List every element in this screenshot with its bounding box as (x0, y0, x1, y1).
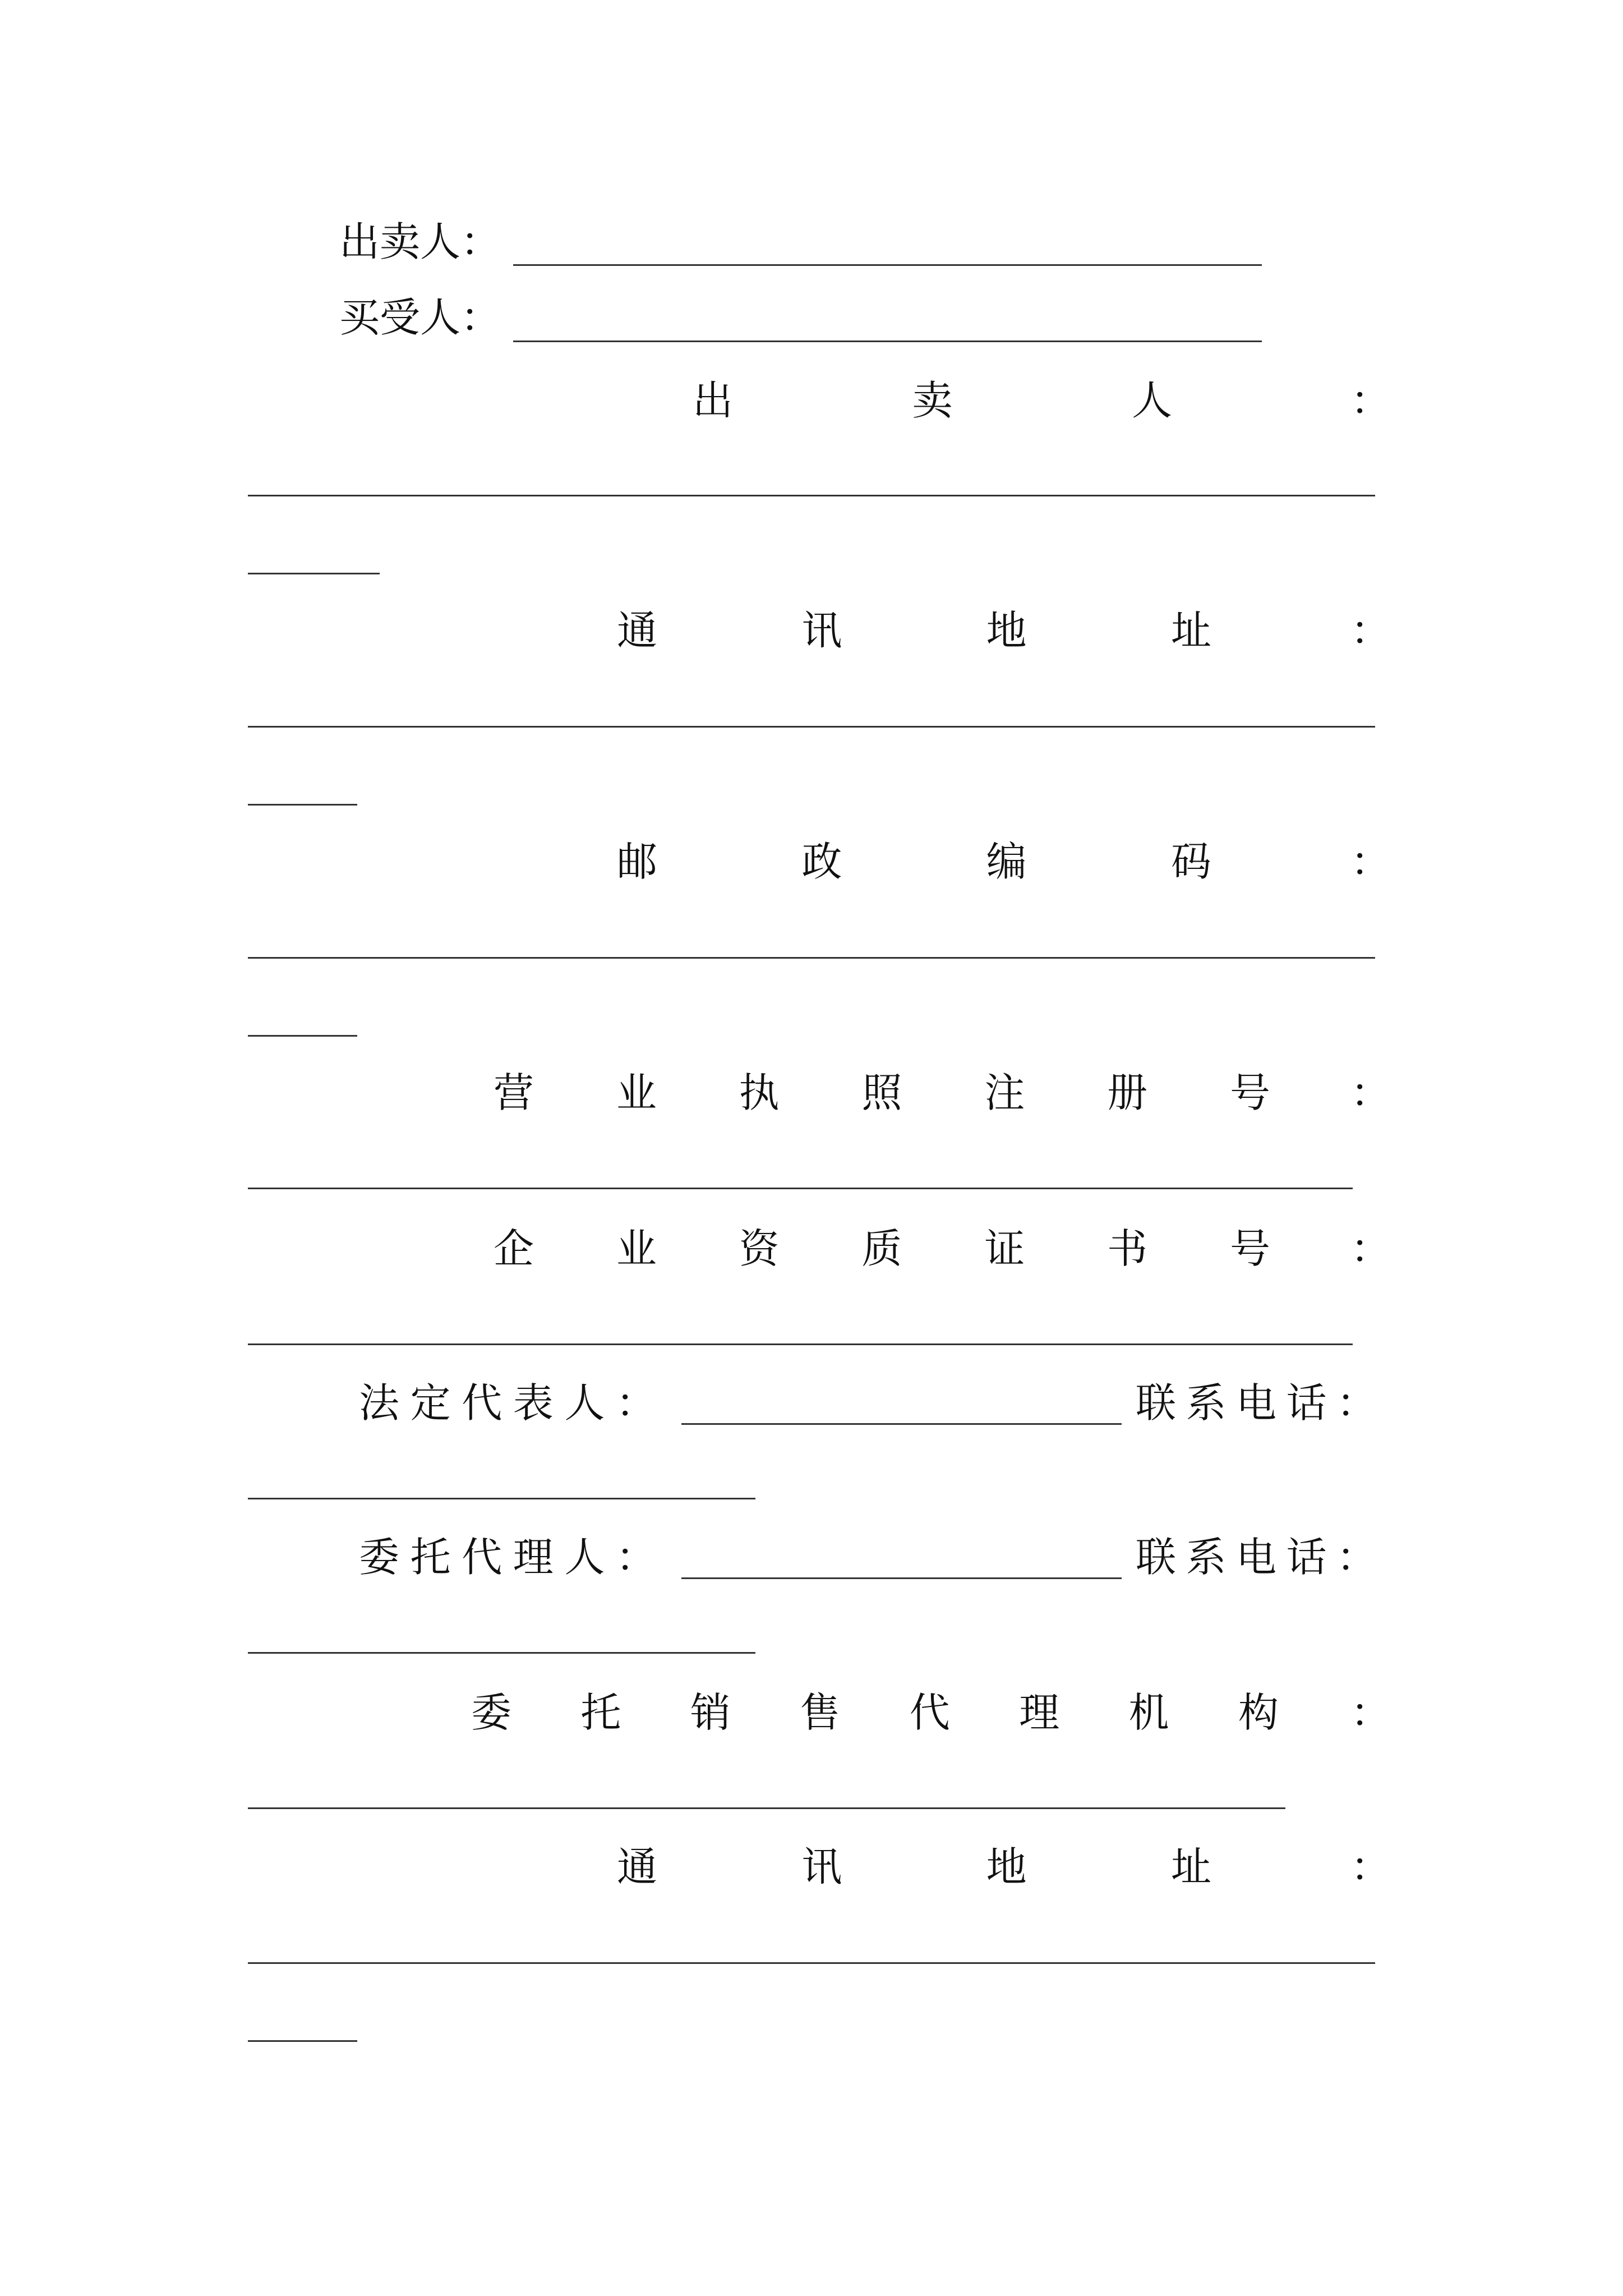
label-char: 通 (617, 607, 658, 654)
label-char: 质 (861, 1225, 902, 1272)
label-char: 系 (1186, 1534, 1227, 1581)
postcode-colon: ： (1350, 838, 1391, 885)
qualification-colon: ： (1350, 1225, 1391, 1272)
label-char: 话 (1286, 1534, 1327, 1581)
label-char: 执 (739, 1069, 780, 1116)
label-char: 通 (617, 1843, 658, 1890)
label-char: 系 (1186, 1379, 1227, 1427)
license-label (494, 1069, 1270, 1116)
seller-header-blank[interactable] (513, 264, 1262, 266)
address-label (617, 607, 1211, 654)
label-char: 售 (800, 1689, 841, 1736)
label-char: 号 (1229, 1069, 1270, 1116)
label-char: 注 (984, 1069, 1025, 1116)
label-char: 人 (1131, 377, 1172, 424)
label-char: 号 (1229, 1225, 1270, 1272)
agent-phone-label (1136, 1534, 1377, 1581)
address-colon: ： (1350, 607, 1391, 654)
label-char: 代 (462, 1379, 502, 1427)
label-char: 话 (1286, 1379, 1327, 1427)
agent-label (359, 1534, 656, 1581)
label-char: 委 (471, 1689, 512, 1736)
label-char: ： (1336, 1379, 1377, 1427)
label-char: 编 (986, 838, 1027, 885)
agency-address-blank-line-2[interactable] (248, 2040, 357, 2042)
legal-rep-blank[interactable] (681, 1423, 1122, 1425)
seller-label (693, 377, 1172, 424)
agency-address-colon: ： (1350, 1843, 1391, 1890)
label-char: 人 (564, 1534, 605, 1581)
qualification-blank-line[interactable] (248, 1343, 1353, 1345)
qualification-label (494, 1225, 1270, 1272)
label-char: 址 (1170, 1843, 1211, 1890)
label-char: 码 (1170, 838, 1211, 885)
seller-header-label: 出卖人： (339, 218, 501, 265)
buyer-header-blank[interactable] (513, 341, 1262, 342)
label-char: 委 (359, 1534, 400, 1581)
postcode-blank-line-1[interactable] (248, 957, 1375, 959)
seller-colon: ： (1350, 377, 1391, 424)
agency-address-blank-line-1[interactable] (248, 1962, 1375, 1964)
label-char: 址 (1170, 607, 1211, 654)
buyer-header-label: 买受人： (339, 294, 501, 341)
label-char: 理 (513, 1534, 554, 1581)
label-char: 营 (494, 1069, 534, 1116)
sales-agency-label (471, 1689, 1279, 1736)
label-char: 资 (739, 1225, 780, 1272)
label-char: ： (1336, 1534, 1377, 1581)
label-char: 地 (986, 607, 1027, 654)
label-char: 照 (861, 1069, 902, 1116)
label-char: 书 (1107, 1225, 1148, 1272)
label-char: 人 (564, 1379, 605, 1427)
legal-phone-blank-line[interactable] (248, 1498, 755, 1499)
label-char: 联 (1136, 1534, 1177, 1581)
label-char: 卖 (912, 377, 953, 424)
label-char: 册 (1107, 1069, 1148, 1116)
label-char: 代 (909, 1689, 950, 1736)
label-char: 销 (690, 1689, 731, 1736)
address-blank-line-2[interactable] (248, 804, 357, 806)
label-char: 电 (1235, 1534, 1276, 1581)
label-char: 理 (1019, 1689, 1060, 1736)
license-blank-line[interactable] (248, 1188, 1353, 1189)
license-colon: ： (1350, 1069, 1391, 1116)
label-char: 出 (693, 377, 734, 424)
label-char: 机 (1128, 1689, 1169, 1736)
label-char: 构 (1238, 1689, 1279, 1736)
postcode-blank-line-2[interactable] (248, 1035, 357, 1037)
label-char: 地 (986, 1843, 1027, 1890)
seller-blank-line-2[interactable] (248, 573, 380, 574)
label-char: 定 (410, 1379, 451, 1427)
sales-agency-blank-line[interactable] (248, 1807, 1285, 1809)
seller-blank-line-1[interactable] (248, 495, 1375, 496)
agent-phone-blank-line[interactable] (248, 1652, 755, 1654)
label-char: ： (615, 1534, 656, 1581)
legal-phone-label (1136, 1379, 1377, 1427)
legal-rep-label (359, 1379, 656, 1427)
label-char: 业 (616, 1069, 657, 1116)
label-char: 托 (410, 1534, 451, 1581)
agent-blank[interactable] (681, 1577, 1122, 1579)
label-char: ： (615, 1379, 656, 1427)
label-char: 联 (1136, 1379, 1177, 1427)
label-char: 法 (359, 1379, 400, 1427)
agency-address-label (617, 1843, 1211, 1890)
label-char: 托 (580, 1689, 621, 1736)
label-char: 证 (984, 1225, 1025, 1272)
label-char: 企 (494, 1225, 534, 1272)
label-char: 代 (462, 1534, 502, 1581)
label-char: 表 (513, 1379, 554, 1427)
label-char: 讯 (801, 1843, 842, 1890)
label-char: 电 (1235, 1379, 1276, 1427)
sales-agency-colon: ： (1350, 1689, 1391, 1736)
postcode-label (617, 838, 1211, 885)
label-char: 业 (616, 1225, 657, 1272)
label-char: 讯 (801, 607, 842, 654)
address-blank-line-1[interactable] (248, 726, 1375, 728)
label-char: 邮 (617, 838, 658, 885)
label-char: 政 (801, 838, 842, 885)
